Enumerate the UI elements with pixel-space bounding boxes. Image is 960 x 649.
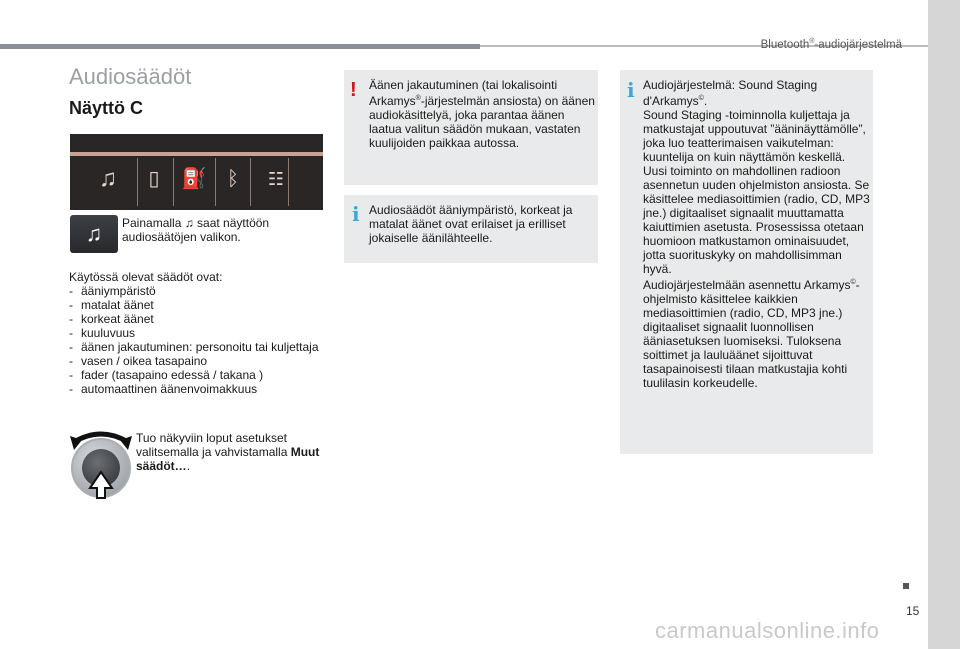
list-item: - automaattinen äänenvoimakkuus	[69, 382, 319, 396]
music-button-illustration	[70, 215, 118, 253]
list-item: - fader (tasapaino edessä / takana )	[69, 368, 319, 382]
push-arrow-icon	[68, 430, 134, 500]
music-notes-icon: ♫	[99, 165, 117, 192]
info-paragraph: Sound Staging -toiminnolla kuljettaja ja matkustajat uppoutuvat ”ääninäyttämölle”, joka luo teatterimaisen vaikutelman: kuuntelija on kuin näyttämön keskellä. Uusi toiminto on mahdollinen radioon asennetun uuden ohjelmiston ansiosta. Se käsittelee mediasoittimien (radio, CD, MP3 jne.) digitaaliset signaalit muuttamatta kaiuttimien asetusta. Prosessissa otetaan huomioon matkustamon ominaisuudet, jotta suorituskyky on mahdollisimman hyvä.	[643, 108, 870, 276]
info-paragraph: Audiojärjestelmään asennettu Arkamys©-ohjelmisto käsittelee kaikkien mediasoittimien (radio, CD, MP3 jne.) digitaaliset signaalit luonnollisen ääniasetuksen luomiseksi. Tuloksena soittimet ja lauluäänet sijoittuvat tasapainoisesti tilaan matkustajia kohti tuulilasin korkeudelle.	[643, 278, 860, 390]
page-edge-strip	[928, 0, 960, 649]
info-text-2	[643, 78, 871, 390]
info-text-1: Audiosäädöt ääniympäristö, korkeat ja matalat äänet ovat erilaiset ja erilliset jokaiselle äänilähteelle.	[369, 203, 573, 245]
list-item: - vasen / oikea tasapaino	[69, 354, 319, 368]
list-item: - kuuluvuus	[69, 326, 319, 340]
watermark: carmanualsonline.info	[655, 618, 880, 643]
info-icon: i	[627, 78, 635, 102]
list-item: - äänen jakautuminen: personoitu tai kuljettaja	[69, 340, 319, 354]
list-item: - ääniympäristö	[69, 284, 319, 298]
display-screen-illustration	[70, 134, 323, 210]
info-icon: i	[352, 202, 360, 226]
available-settings-list	[69, 284, 319, 396]
warning-text: Äänen jakautuminen (tai lokalisointi Arkamys®-järjestelmän ansiosta) on äänen audiokäsittelyä, joka parantaa äänen laatua valitun säädön mukaan, vastaten kuulijoiden paikkaa autossa.	[369, 78, 595, 150]
rotary-knob-illustration	[68, 430, 134, 500]
phone-icon: ▯	[148, 168, 160, 190]
settings-icon: ☷	[267, 169, 285, 189]
warning-icon: !	[350, 79, 357, 101]
screen-top-strip	[70, 152, 323, 156]
list-item: - korkeat äänet	[69, 312, 319, 326]
page-number: 15	[906, 604, 920, 618]
header-rule	[0, 44, 480, 49]
navigation-icon: ⛽	[181, 168, 207, 190]
press-instruction: Painamalla ♫ saat näyttöön audiosäätöjen valikon.	[122, 216, 270, 244]
running-header: Bluetooth®-audiojärjestelmä	[760, 38, 902, 51]
section-title: Audiosäädöt	[69, 64, 192, 89]
list-item: - matalat äänet	[69, 298, 319, 312]
end-marker	[903, 583, 909, 589]
bluetooth-icon: ᛒ	[227, 168, 239, 190]
music-note-inline-icon: ♫	[184, 216, 194, 230]
section-subtitle: Näyttö C	[69, 98, 144, 118]
info-paragraph: Audiojärjestelmä: Sound Staging d'Arkamys©.	[643, 78, 818, 108]
more-settings-instruction: Tuo näkyviin loput asetukset valitsemalla ja vahvistamalla Muut säädöt….	[136, 431, 320, 473]
available-settings-title: Käytössä olevat säädöt ovat:	[69, 270, 223, 284]
music-note-icon: ♫	[85, 221, 103, 246]
